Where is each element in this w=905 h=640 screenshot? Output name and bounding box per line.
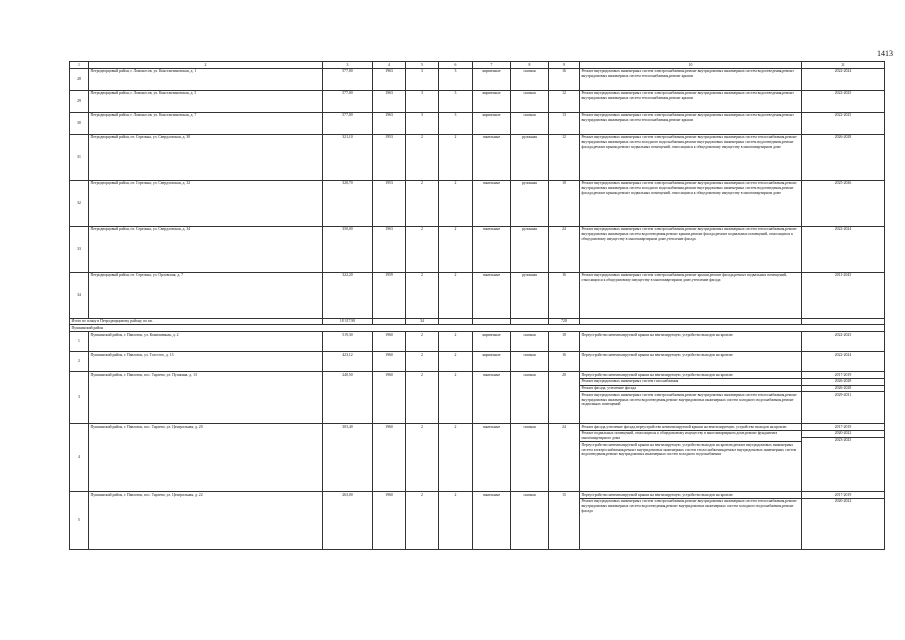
- table-cell: 2022-2025: [802, 112, 885, 134]
- work-item: Ремонт подвальных помещений, относящихся к общедомовому имуществу в многоквартирном доме,ремонт фундамента многоквартирного дома: [580, 430, 801, 441]
- table-cell: 18 317,90: [323, 318, 373, 325]
- table-cell: 20: [549, 372, 580, 424]
- table-cell: рулонная: [511, 180, 549, 226]
- work-period: 2017-2019: [834, 492, 852, 497]
- table-cell: 16: [549, 68, 580, 90]
- table-cell: 12: [549, 134, 580, 180]
- work-period: 2020-2022: [802, 430, 884, 437]
- work-item: Ремонт внутридомовых инженерных систем газоснабжения: [580, 378, 801, 385]
- table-row: [70, 372, 885, 424]
- column-number-cell: 7: [473, 62, 511, 69]
- table-cell: Ремонт внутридомовых инженерных систем электроснабжения,ремонт внутридомовых инженерных систем теплоснабжения,ремонт внутридомовых инженерных систем водоотведения,ремонт крыши,ремонт фасада,ремонт подвальных помещений, относящихся к общедомовому имуществу в многоквартирном доме,утепление фасада: [580, 226, 802, 272]
- table-cell: 1: [70, 332, 89, 352]
- table-cell: Петродворцовый район, г. Ломоносов, ул. Константиновская, д. 5: [89, 90, 323, 112]
- work-period: 2026-2028: [802, 378, 884, 385]
- table-cell: 728: [549, 318, 580, 325]
- table-cell: 16: [549, 352, 580, 372]
- work-item: Переустройство невентилируемой крыши на вентилируемую, устройство выходов на кровлю,ремонт внутридомовых инженерных систем электроснабжения,ремонт внутридомовых инженерных систем теплоснабжения,ремонт внутридомовых инженерных систем водоотведения,ремонт внутридомовых инженерных систем холодного водоснабжения: [580, 441, 801, 457]
- table-cell: 2022-2024: [802, 68, 885, 90]
- table-cell: Петродворцовый район, г. Ломоносов, ул. Константиновская, д. 7: [89, 112, 323, 134]
- table-cell: 3: [406, 68, 439, 90]
- table-cell: 10: [549, 180, 580, 226]
- table-cell: Пушкинский район, г. Павловск, ул. Конюшенная, д. 2: [89, 332, 323, 352]
- table-cell: 33: [70, 226, 89, 272]
- table-row: [70, 332, 885, 352]
- table-row: [70, 112, 885, 134]
- table-row: [70, 226, 885, 272]
- column-number-cell: 5: [406, 62, 439, 69]
- table-cell: 2: [439, 424, 473, 492]
- table-row: [70, 68, 885, 90]
- table-cell: 3: [70, 372, 89, 424]
- table-cell: 350,00: [323, 226, 373, 272]
- total-row: [70, 318, 885, 325]
- table-cell: 1960: [373, 424, 406, 492]
- table-cell: [580, 352, 802, 372]
- table-cell: Пушкинский район, г. Павловск, пос. Тярлево, ул. Центральная, д. 22: [89, 492, 323, 550]
- table-cell: Петродворцовый район, пт. Стрельна, ул. Свердловская, д. 32: [89, 180, 323, 226]
- table-cell: скатная: [511, 492, 549, 550]
- table-cell: 18: [549, 332, 580, 352]
- table-cell: скатная: [511, 90, 549, 112]
- table-cell: рулонная: [511, 226, 549, 272]
- work-period: 2023-2025: [802, 437, 884, 444]
- column-number-cell: 8: [511, 62, 549, 69]
- table-cell: Петродворцовый район, пт. Стрельна, ул. Свердловская, д. 34: [89, 226, 323, 272]
- table-cell: скатная: [511, 68, 549, 90]
- table-cell: Пушкинский район, г. Павловск, пос. Тярлево, ул. Центральная, д. 20: [89, 424, 323, 492]
- table-row: [70, 424, 885, 492]
- table-cell: 2: [406, 272, 439, 318]
- table-cell: 2: [406, 180, 439, 226]
- table-cell: 4: [70, 424, 89, 492]
- table-cell: 303,40: [323, 424, 373, 492]
- table-cell: [802, 332, 885, 352]
- table-cell: 2: [406, 226, 439, 272]
- column-number-cell: 4: [373, 62, 406, 69]
- table-cell: 240,50: [323, 372, 373, 424]
- column-number-cell: 11: [802, 62, 885, 69]
- table-cell: Ремонт внутридомовых инженерных систем электроснабжения,ремонт внутридомовых инженерных систем водоотведения,ремонт внутридомовых инженерных систем теплоснабжения,ремонт крыши: [580, 90, 802, 112]
- table-cell: 3: [439, 90, 473, 112]
- work-item: Ремонт внутридомовых инженерных систем электроснабжения,ремонт внутридомовых инженерных систем теплоснабжения,ремонт внутридомовых инженерных систем водоотведения,ремонт внутридомовых инженерных систем холодного водоснабжения,ремонт подвальных помещений: [580, 391, 801, 407]
- table-cell: Ремонт внутридомовых инженерных систем электроснабжения,ремонт внутридомовых инженерных систем водоотведения,ремонт внутридомовых инженерных систем теплоснабжения,ремонт крыши: [580, 68, 802, 90]
- table-cell: 16: [549, 272, 580, 318]
- table-cell: [439, 318, 473, 325]
- table-cell: [580, 492, 802, 550]
- table-cell: 2025-2026: [802, 180, 885, 226]
- table-cell: 1963: [373, 226, 406, 272]
- table-cell: [802, 372, 885, 424]
- table-cell: 1960: [373, 492, 406, 550]
- column-number-cell: 1: [70, 62, 89, 69]
- table-cell: Пушкинский район: [70, 325, 885, 332]
- work-period: 2029-2031: [802, 391, 884, 398]
- table-cell: 577,00: [323, 112, 373, 134]
- work-period: 2017-2019: [834, 424, 852, 429]
- table-cell: 2011-2043: [802, 272, 885, 318]
- table-cell: 1963: [373, 112, 406, 134]
- table-cell: 2: [406, 492, 439, 550]
- table-cell: кирпичные: [473, 90, 511, 112]
- table-cell: 1953: [373, 180, 406, 226]
- table-cell: 24: [549, 424, 580, 492]
- table-cell: панельные: [473, 492, 511, 550]
- table-cell: 2: [439, 272, 473, 318]
- table-cell: 321,10: [323, 134, 373, 180]
- table-cell: 1960: [373, 352, 406, 372]
- table-cell: [580, 318, 802, 325]
- table-cell: Ремонт внутридомовых инженерных систем электроснабжения,ремонт крыши,ремонт фасада,ремонт подвальных помещений, относящихся к общедомовому имуществу в многоквартирном доме,утепление фасада: [580, 272, 802, 318]
- table-cell: 13: [549, 112, 580, 134]
- table-cell: панельные: [473, 372, 511, 424]
- table-cell: 2: [439, 332, 473, 352]
- table-cell: 2022-2025: [802, 90, 885, 112]
- table-cell: [802, 492, 885, 550]
- table-cell: 3: [439, 68, 473, 90]
- table-cell: 577,00: [323, 68, 373, 90]
- table-cell: 3: [439, 112, 473, 134]
- table-cell: 2: [439, 134, 473, 180]
- table-cell: 30: [70, 112, 89, 134]
- table-cell: 2: [439, 492, 473, 550]
- table-cell: [580, 332, 802, 352]
- table-cell: 2: [406, 332, 439, 352]
- work-period: 2017-2019: [834, 372, 852, 377]
- table-cell: 263,00: [323, 492, 373, 550]
- column-number-cell: 2: [89, 62, 323, 69]
- table-cell: Петродворцовый район, пт. Стрельна, ул. Свердловская, д. 30: [89, 134, 323, 180]
- table-cell: Ремонт внутридомовых инженерных систем электроснабжения,ремонт внутридомовых инженерных систем теплоснабжения,ремонт внутридомовых инженерных систем холодного водоснабжения,ремонт внутридомовых инженерных систем водоотведения,ремонт фасада,ремонт крыши,ремонт подвальных помещений, относящихся к общедомовому имуществу в многоквартирном доме: [580, 180, 802, 226]
- table-cell: 1963: [373, 90, 406, 112]
- table-cell: рулонная: [511, 272, 549, 318]
- table-cell: [511, 318, 549, 325]
- table-cell: [373, 318, 406, 325]
- table-cell: рулонная: [511, 134, 549, 180]
- table-cell: [802, 424, 885, 492]
- table-cell: Ремонт внутридомовых инженерных систем электроснабжения,ремонт внутридомовых инженерных систем водоотведения,ремонт внутридомовых инженерных систем теплоснабжения,ремонт крыши: [580, 112, 802, 134]
- table-cell: скатная: [511, 424, 549, 492]
- table-row: [70, 492, 885, 550]
- work-period: 2020-2022: [802, 498, 884, 505]
- table-cell: 24: [549, 226, 580, 272]
- table-cell: 2: [406, 424, 439, 492]
- page-number: 1413: [877, 49, 893, 58]
- table-cell: 1959: [373, 272, 406, 318]
- table-cell: панельные: [473, 424, 511, 492]
- work-item: Переустройство невентилируемой крыши на вентилируемую, устройство выходов на кровлю: [581, 492, 733, 497]
- table-cell: [580, 372, 802, 424]
- work-item: Ремонт внутридомовых инженерных систем электроснабжения,ремонт внутридомовых инженерных систем теплоснабжения,ремонт внутридомовых инженерных систем водоотведения,ремонт внутридомовых инженерных систем холодного водоснабжения,ремонт фасада: [580, 498, 801, 514]
- column-number-row: [70, 62, 885, 69]
- table-row: [70, 90, 885, 112]
- table-cell: панельные: [473, 180, 511, 226]
- table-cell: Петродворцовый район, г. Ломоносов, ул. Константиновская, д. 1: [89, 68, 323, 90]
- work-period: 2022-2024: [834, 352, 852, 357]
- column-number-cell: 3: [323, 62, 373, 69]
- table-cell: 320,70: [323, 180, 373, 226]
- table-cell: [473, 318, 511, 325]
- table-cell: кирпичные: [473, 332, 511, 352]
- table-cell: 34: [406, 318, 439, 325]
- table-cell: 519,30: [323, 332, 373, 352]
- table-cell: 34: [70, 272, 89, 318]
- table-cell: 423,12: [323, 352, 373, 372]
- table-cell: 2: [70, 352, 89, 372]
- table-cell: кирпичные: [473, 112, 511, 134]
- table-cell: скатная: [511, 332, 549, 352]
- table-cell: Пушкинский район, г. Павловск, пос. Тярлево, ул. Пушкина, д. 13: [89, 372, 323, 424]
- table-cell: 2: [406, 134, 439, 180]
- table-cell: 31: [70, 134, 89, 180]
- table-cell: 2: [439, 352, 473, 372]
- table-cell: 1960: [373, 372, 406, 424]
- table-cell: 1960: [373, 332, 406, 352]
- table-row: [70, 180, 885, 226]
- table-cell: 2: [439, 180, 473, 226]
- work-item: Переустройство невентилируемой крыши на вентилируемую, устройство выходов на кровлю: [581, 332, 733, 337]
- table-cell: [580, 424, 802, 492]
- column-number-cell: 6: [439, 62, 473, 69]
- table-row: [70, 272, 885, 318]
- work-period: 2026-2028: [802, 385, 884, 392]
- work-item: Переустройство невентилируемой крыши на вентилируемую, устройство выходов на кровлю: [581, 372, 733, 377]
- table-cell: 2: [439, 372, 473, 424]
- table-cell: скатная: [511, 372, 549, 424]
- section-header-row: [70, 325, 885, 332]
- table-cell: Итого по плану в Петродворцовому району, по кв.: [70, 318, 323, 325]
- table-cell: панельные: [473, 272, 511, 318]
- table-cell: 29: [70, 90, 89, 112]
- table-cell: 2: [406, 372, 439, 424]
- table-cell: [802, 318, 885, 325]
- table-cell: 2022-2024: [802, 226, 885, 272]
- table-row: [70, 352, 885, 372]
- table-cell: Ремонт внутридомовых инженерных систем электроснабжения,ремонт внутридомовых инженерных систем теплоснабжения,ремонт внутридомовых инженерных систем холодного водоснабжения,ремонт внутридомовых инженерных систем водоотведения,ремонт фасада,ремонт крыши,ремонт подвальных помещений, относящихся к общедомовому имуществу в многоквартирном доме: [580, 134, 802, 180]
- repair-schedule-table: [69, 61, 885, 550]
- table-cell: 5: [70, 492, 89, 550]
- table-cell: 1953: [373, 134, 406, 180]
- table-cell: 1963: [373, 68, 406, 90]
- table-cell: 2: [406, 352, 439, 372]
- table-cell: 28: [70, 68, 89, 90]
- table-cell: 2026-2028: [802, 134, 885, 180]
- table-cell: 12: [549, 90, 580, 112]
- table-cell: 577,00: [323, 90, 373, 112]
- table-cell: 15: [549, 492, 580, 550]
- table-cell: 32: [70, 180, 89, 226]
- work-item: Ремонт фасада,утепление фасада,переустройство невентилируемой крыши на вентилируемую, устройство выходов на кровлю: [581, 424, 787, 429]
- table-cell: панельные: [473, 134, 511, 180]
- work-item: Ремонт фасада, утепление фасада: [580, 385, 801, 392]
- table-cell: кирпичные: [473, 68, 511, 90]
- column-number-cell: 9: [549, 62, 580, 69]
- table-cell: скатная: [511, 352, 549, 372]
- work-item: Переустройство невентилируемой крыши на вентилируемую, устройство выходов на кровлю: [581, 352, 733, 357]
- table-cell: 3: [406, 112, 439, 134]
- table-cell: [802, 352, 885, 372]
- work-period: 2022-2025: [834, 332, 852, 337]
- column-number-cell: 10: [580, 62, 802, 69]
- table-cell: 3: [406, 90, 439, 112]
- table-cell: скатная: [511, 112, 549, 134]
- table-cell: Пушкинский район, г. Павловск, ул. Толстого, д. 13: [89, 352, 323, 372]
- table-cell: Петродворцовый район, пт. Стрельна, ул. Орловская, д. 7: [89, 272, 323, 318]
- table-cell: 2: [439, 226, 473, 272]
- table-cell: панельные: [473, 226, 511, 272]
- table-cell: кирпичные: [473, 352, 511, 372]
- table-row: [70, 134, 885, 180]
- table-cell: 322,20: [323, 272, 373, 318]
